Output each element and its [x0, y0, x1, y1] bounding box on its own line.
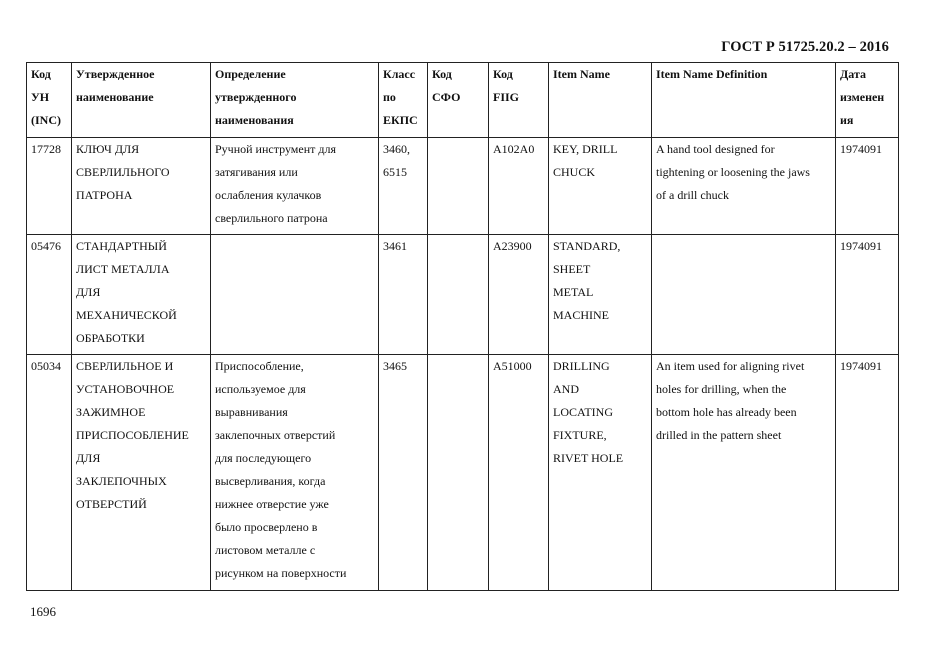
- cell-definition: [211, 235, 379, 355]
- cell-sfo: [428, 138, 489, 235]
- cell-fiig: A51000: [489, 355, 549, 591]
- cell-approved-name: СВЕРЛИЛЬНОЕ И УСТАНОВОЧНОЕ ЗАЖИМНОЕ ПРИСПОСОБЛЕНИЕ ДЛЯ ЗАКЛЕПОЧНЫХ ОТВЕРСТИЙ: [72, 355, 211, 591]
- cell-item-name: DRILLING AND LOCATING FIXTURE, RIVET HOLE: [549, 355, 652, 591]
- cell-fiig: A23900: [489, 235, 549, 355]
- cell-date: 1974091: [836, 355, 899, 591]
- cell-date: 1974091: [836, 235, 899, 355]
- document-title: ГОСТ Р 51725.20.2 – 2016: [721, 39, 889, 55]
- col-header-fiig: Код FIIG: [489, 63, 549, 138]
- header-row: [27, 63, 899, 138]
- cell-inc: 05476: [27, 235, 72, 355]
- cell-item-name-definition: An item used for aligning rivet holes for drilling, when the bottom hole has already been drilled in the pattern sheet: [652, 355, 836, 591]
- cell-date: 1974091: [836, 138, 899, 235]
- table-row: [27, 138, 899, 235]
- col-header-date: Дата изменен ия: [836, 63, 899, 138]
- cell-definition: Приспособление, используемое для выравнивания заклепочных отверстий для последующего высверливания, когда нижнее отверстие уже было просверлено в листовом металле с рисунком на поверхности: [211, 355, 379, 591]
- col-header-item-name-definition: Item Name Definition: [652, 63, 836, 138]
- catalog-table: [26, 62, 899, 591]
- cell-approved-name: СТАНДАРТНЫЙ ЛИСТ МЕТАЛЛА ДЛЯ МЕХАНИЧЕСКОЙ ОБРАБОТКИ: [72, 235, 211, 355]
- cell-item-name: KEY, DRILL CHUCK: [549, 138, 652, 235]
- cell-sfo: [428, 355, 489, 591]
- cell-sfo: [428, 235, 489, 355]
- table-row: [27, 355, 899, 591]
- cell-ekps: 3460, 6515: [379, 138, 428, 235]
- col-header-sfo: Код СФО: [428, 63, 489, 138]
- col-header-inc: Код УН (INC): [27, 63, 72, 138]
- cell-inc: 17728: [27, 138, 72, 235]
- cell-fiig: A102A0: [489, 138, 549, 235]
- cell-item-name-definition: [652, 235, 836, 355]
- cell-inc: 05034: [27, 355, 72, 591]
- cell-ekps: 3461: [379, 235, 428, 355]
- col-header-definition: Определение утвержденного наименования: [211, 63, 379, 138]
- col-header-item-name: Item Name: [549, 63, 652, 138]
- table-row: [27, 235, 899, 355]
- cell-approved-name: КЛЮЧ ДЛЯ СВЕРЛИЛЬНОГО ПАТРОНА: [72, 138, 211, 235]
- col-header-approved-name: Утвержденное наименование: [72, 63, 211, 138]
- col-header-ekps: Класс по ЕКПС: [379, 63, 428, 138]
- cell-item-name: STANDARD, SHEET METAL MACHINE: [549, 235, 652, 355]
- cell-item-name-definition: A hand tool designed for tightening or loosening the jaws of a drill chuck: [652, 138, 836, 235]
- page-number: 1696: [30, 604, 56, 619]
- cell-definition: Ручной инструмент для затягивания или ослабления кулачков сверлильного патрона: [211, 138, 379, 235]
- cell-ekps: 3465: [379, 355, 428, 591]
